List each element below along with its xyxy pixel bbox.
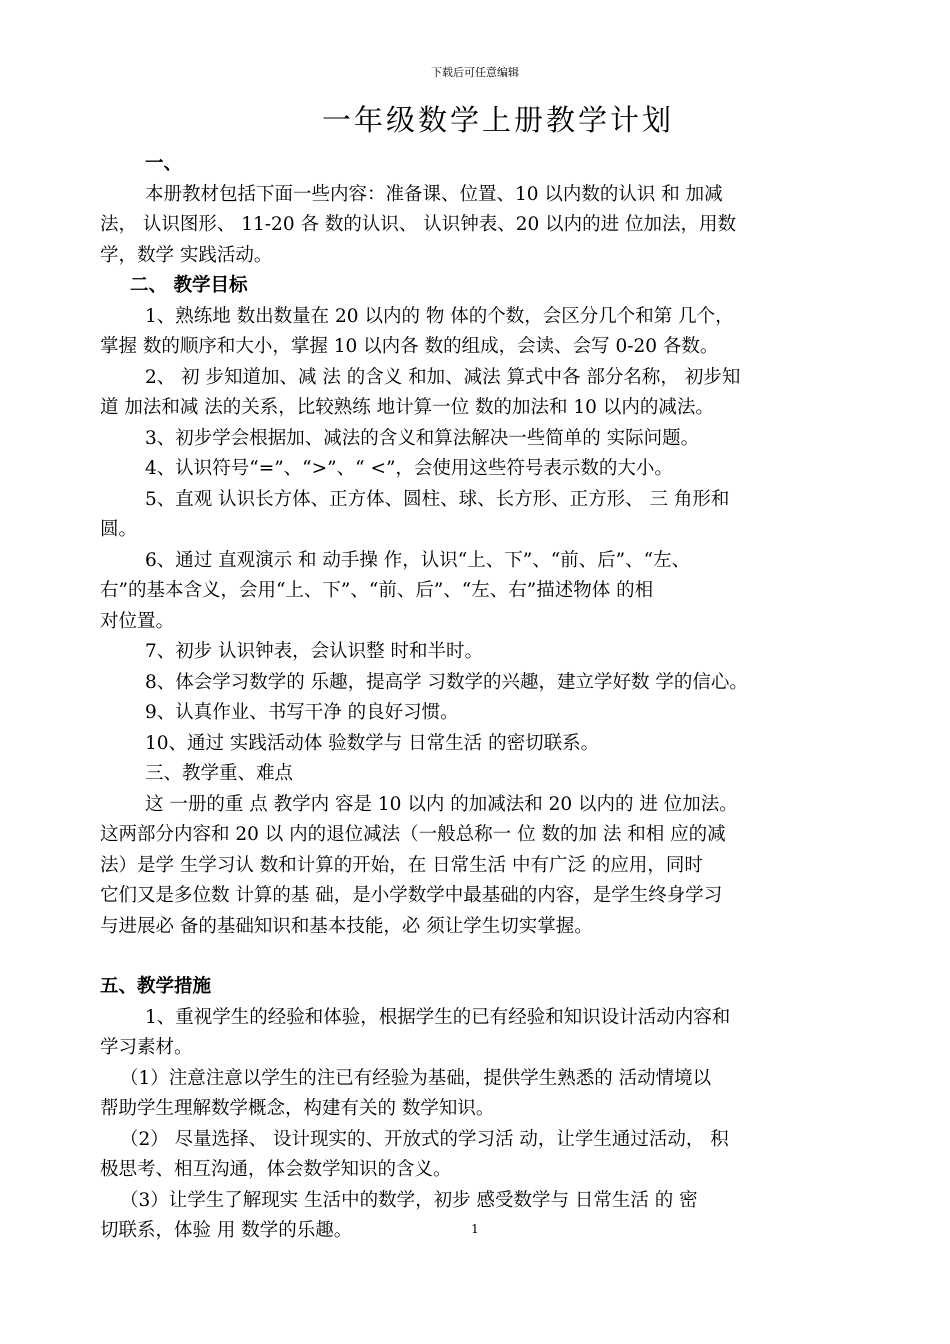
measure-line: （3）让学生了解现实 生活中的数学，初步 感受数学与 日常生活 的 密	[120, 1189, 698, 1211]
paragraph-line: 它们又是多位数 计算的基 础，是小学数学中最基础的内容，是学生终身学习	[100, 885, 723, 906]
goal-line: 10、通过 实践活动体 验数学与 日常生活 的密切联系。	[145, 732, 600, 754]
goal-line: 8、体会学习数学的 乐趣，提高学 习数学的兴趣，建立学好数 学的信心。	[145, 671, 748, 693]
measure-line: （1）注意注意以学生的注已有经验为基础，提供学生熟悉的 活动情境以	[120, 1067, 712, 1089]
paragraph-line: 法， 认识图形、 11-20 各 数的认识、 认识钟表、20 以内的进 位加法，用数	[100, 214, 737, 235]
paragraph-line: 与进展必 备的基础知识和基本技能，必 须让学生切实掌握。	[100, 915, 593, 937]
measure-line: （2） 尽量选择、 设计现实的、开放式的学习活 动，让学生通过活动， 积	[120, 1128, 729, 1150]
goal-line: 3、初步学会根据加、减法的含义和算法解决一些简单的 实际问题。	[145, 427, 700, 449]
goal-line: 7、初步 认识钟表，会认识整 时和半时。	[145, 641, 484, 662]
measure-line: 切联系，体验 用 数学的乐趣。	[100, 1220, 353, 1241]
goal-line: 圆。	[100, 519, 138, 540]
document-body	[100, 149, 862, 1247]
paragraph-line: 法）是学 生学习认 数和计算的开始，在 日常生活 中有广泛 的应用，同时	[100, 854, 703, 876]
document-title: 一年级数学上册教学计划	[322, 103, 675, 137]
section-2-heading: 二、 教学目标	[130, 275, 248, 296]
goal-line: 对位置。	[100, 610, 175, 632]
page-number: 1	[471, 1222, 479, 1236]
goal-line: 5、直观 认识长方体、正方体、圆柱、球、长方形、正方形、 三 角形和	[145, 488, 730, 510]
section-5-heading: 五、教学措施	[100, 976, 212, 997]
measure-line: 1、重视学生的经验和体验，根据学生的已有经验和知识设计活动内容和	[145, 1006, 731, 1028]
section-3-heading: 三、教学重、难点	[145, 763, 294, 784]
paragraph-line: 这 一册的重 点 教学内 容是 10 以内 的加减法和 20 以内的 进 位加法。	[145, 793, 738, 815]
goal-line: 6、通过 直观演示 和 动手操 作，认识“上、下”、“前、后”、“左、	[145, 549, 691, 571]
goal-line: 2、 初 步知道加、减 法 的含义 和加、减法 算式中各 部分名称， 初步知	[145, 366, 741, 388]
paragraph-line: 学，数学 实践活动。	[100, 244, 273, 266]
goal-line: 右”的基本含义，会用“上、下”、“前、后”、“左、右”描述物体 的相	[100, 580, 654, 601]
measure-line: 极思考、相互沟通，体会数学知识的含义。	[100, 1159, 452, 1180]
goal-line: 道 加法和减 法的关系，比较熟练 地计算一位 数的加法和 10 以内的减法。	[100, 397, 714, 418]
goal-line: 4、认识符号“=”、“>”、“ <”，会使用这些符号表示数的大小。	[145, 458, 673, 479]
section-1-heading: 一、	[145, 153, 183, 174]
paragraph-line: 本册教材包括下面一些内容：准备课、位置、10 以内数的认识 和 加减	[145, 183, 723, 205]
blank-line	[100, 942, 862, 972]
goal-line: 掌握 数的顺序和大小，掌握 10 以内各 数的组成，会读、会写 0-20 各数。	[100, 336, 719, 357]
paragraph-line: 这两部分内容和 20 以 内的退位减法（一般总称一 位 数的加 法 和相 应的减	[100, 824, 726, 845]
goal-line: 1、熟练地 数出数量在 20 以内的 物 体的个数，会区分几个和第 几个，	[145, 305, 734, 327]
measure-line: 学习素材。	[100, 1037, 193, 1058]
page-header-note: 下载后可任意编辑	[431, 66, 519, 79]
goal-line: 9、认真作业、书写干净 的良好习惯。	[145, 702, 459, 723]
measure-line: 帮助学生理解数学概念，构建有关的 数学知识。	[100, 1098, 495, 1119]
